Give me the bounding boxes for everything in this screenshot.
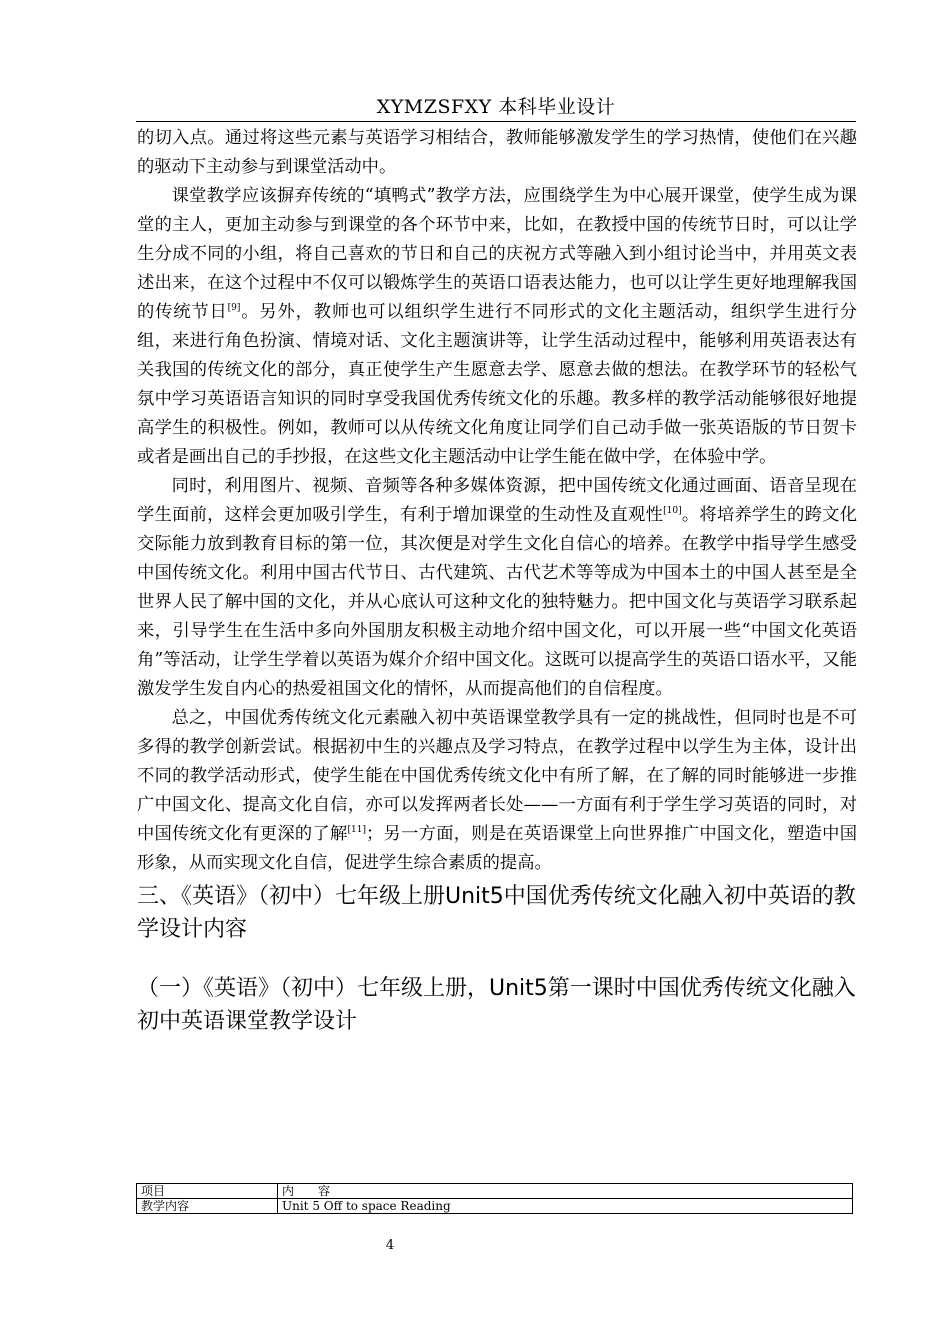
paragraph-4-text-b: ；另一方面，则是在英语课堂上向世界推广中国文化，塑造中国形象，从而实现文化自信，促进学生综合素质的提高。	[137, 824, 857, 873]
paragraph-2-text-a: 课堂教学应该摒弃传统的“填鸭式”教学方法，应围绕学生为中心展开课堂，使学生成为课堂的主人，更加主动参与到课堂的各个环节中来，比如，在教授中国的传统节日时，可以让学生分成不同的小组，将自己喜欢的节日和自己的庆祝方式等融入到小组讨论当中，并用英文表述出来，在这个过程中不仅可以锻炼学生的英语口语表达能力，也可以让学生更好地理解我国的传统节日	[137, 186, 857, 322]
paragraph-1: 的切入点。通过将这些元素与英语学习相结合，教师能够激发学生的学习热情，使他们在兴趣的驱动下主动参与到课堂活动中。	[137, 128, 857, 177]
table-cell: 教学内容	[137, 1199, 278, 1214]
table-header-cell: 内 容	[278, 1184, 853, 1199]
table-header-row	[137, 1184, 853, 1199]
paragraph-3-text-b: 。将培养学生的跨文化交际能力放到教育目标的第一位，其次便是对学生文化自信心的培养。在教学中指导学生感受中国传统文化。利用中国古代节日、古代建筑、古代艺术等等成为中国本土的中国人甚至是全世界人民了解中国的文化，并从心底认可这种文化的独特魅力。把中国文化与英语学习联系起来，引导学生在生活中多向外国朋友积极主动地介绍中国文化，可以开展一些“中国文化英语角”等活动，让学生学着以英语为媒介介绍中国文化。这既可以提高学生的英语口语水平，又能激发学生发自内心的热爱祖国文化的情怀，从而提高他们的自信程度。	[137, 505, 857, 699]
table-row	[137, 1199, 853, 1214]
citation-11: [11]	[347, 825, 367, 835]
page-number: 4	[385, 1238, 395, 1253]
paragraph-2-text-b: 。另外，教师也可以组织学生进行不同形式的文化主题活动，组织学生进行分组，来进行角色扮演、情境对话、文化主题演讲等，让学生活动过程中，能够利用英语表达有关我国的传统文化的部分，真正使学生产生愿意去学、愿意去做的想法。在教学环节的轻松气氛中学习英语语言知识的同时享受我国优秀传统文化的乐趣。教多样的教学活动能够很好地提高学生的积极性。例如，教师可以从传统文化角度让同学们自己动手做一张英语版的节日贺卡或者是画出自己的手抄报，在这些文化主题活动中让学生能在做中学，在体验中学。	[137, 302, 857, 467]
paragraph-2	[137, 182, 857, 472]
subsection-heading: （一）《英语》（初中）七年级上册，Unit5第一课时中国优秀传统文化融入初中英语课堂教学设计	[137, 976, 856, 1034]
body-text	[137, 124, 857, 1038]
paragraph-4-text-a: 总之，中国优秀传统文化元素融入初中英语课堂教学具有一定的挑战性，但同时也是不可多得的教学创新尝试。根据初中生的兴趣点及学习特点，在教学过程中以学生为主体，设计出不同的教学活动形式，使学生能在中国优秀传统文化中有所了解，在了解的同时能够进一步推广中国文化、提高文化自信，亦可以发挥两者长处——一方面有利于学生学习英语的同时，对中国传统文化有更深的了解	[137, 708, 857, 844]
table-cell: Unit 5 Off to space Reading	[278, 1199, 853, 1214]
paragraph-3-text-a: 同时，利用图片、视频、音频等各种多媒体资源，把中国传统文化通过画面、语音呈现在学生面前，这样会更加吸引学生，有利于增加课堂的生动性及直观性	[137, 476, 857, 525]
table-header-cell: 项目	[137, 1184, 278, 1199]
citation-10: [10]	[663, 506, 682, 516]
page-header: XYMZSFXY 本科毕业设计	[376, 96, 616, 118]
header-divider	[136, 121, 856, 122]
paragraph-3	[137, 472, 857, 704]
section-heading: 三、《英语》（初中）七年级上册Unit5中国优秀传统文化融入初中英语的教学设计内容	[137, 884, 856, 942]
lesson-table	[136, 1183, 853, 1214]
paragraph-4	[137, 704, 857, 878]
citation-9: [9]	[227, 303, 241, 313]
